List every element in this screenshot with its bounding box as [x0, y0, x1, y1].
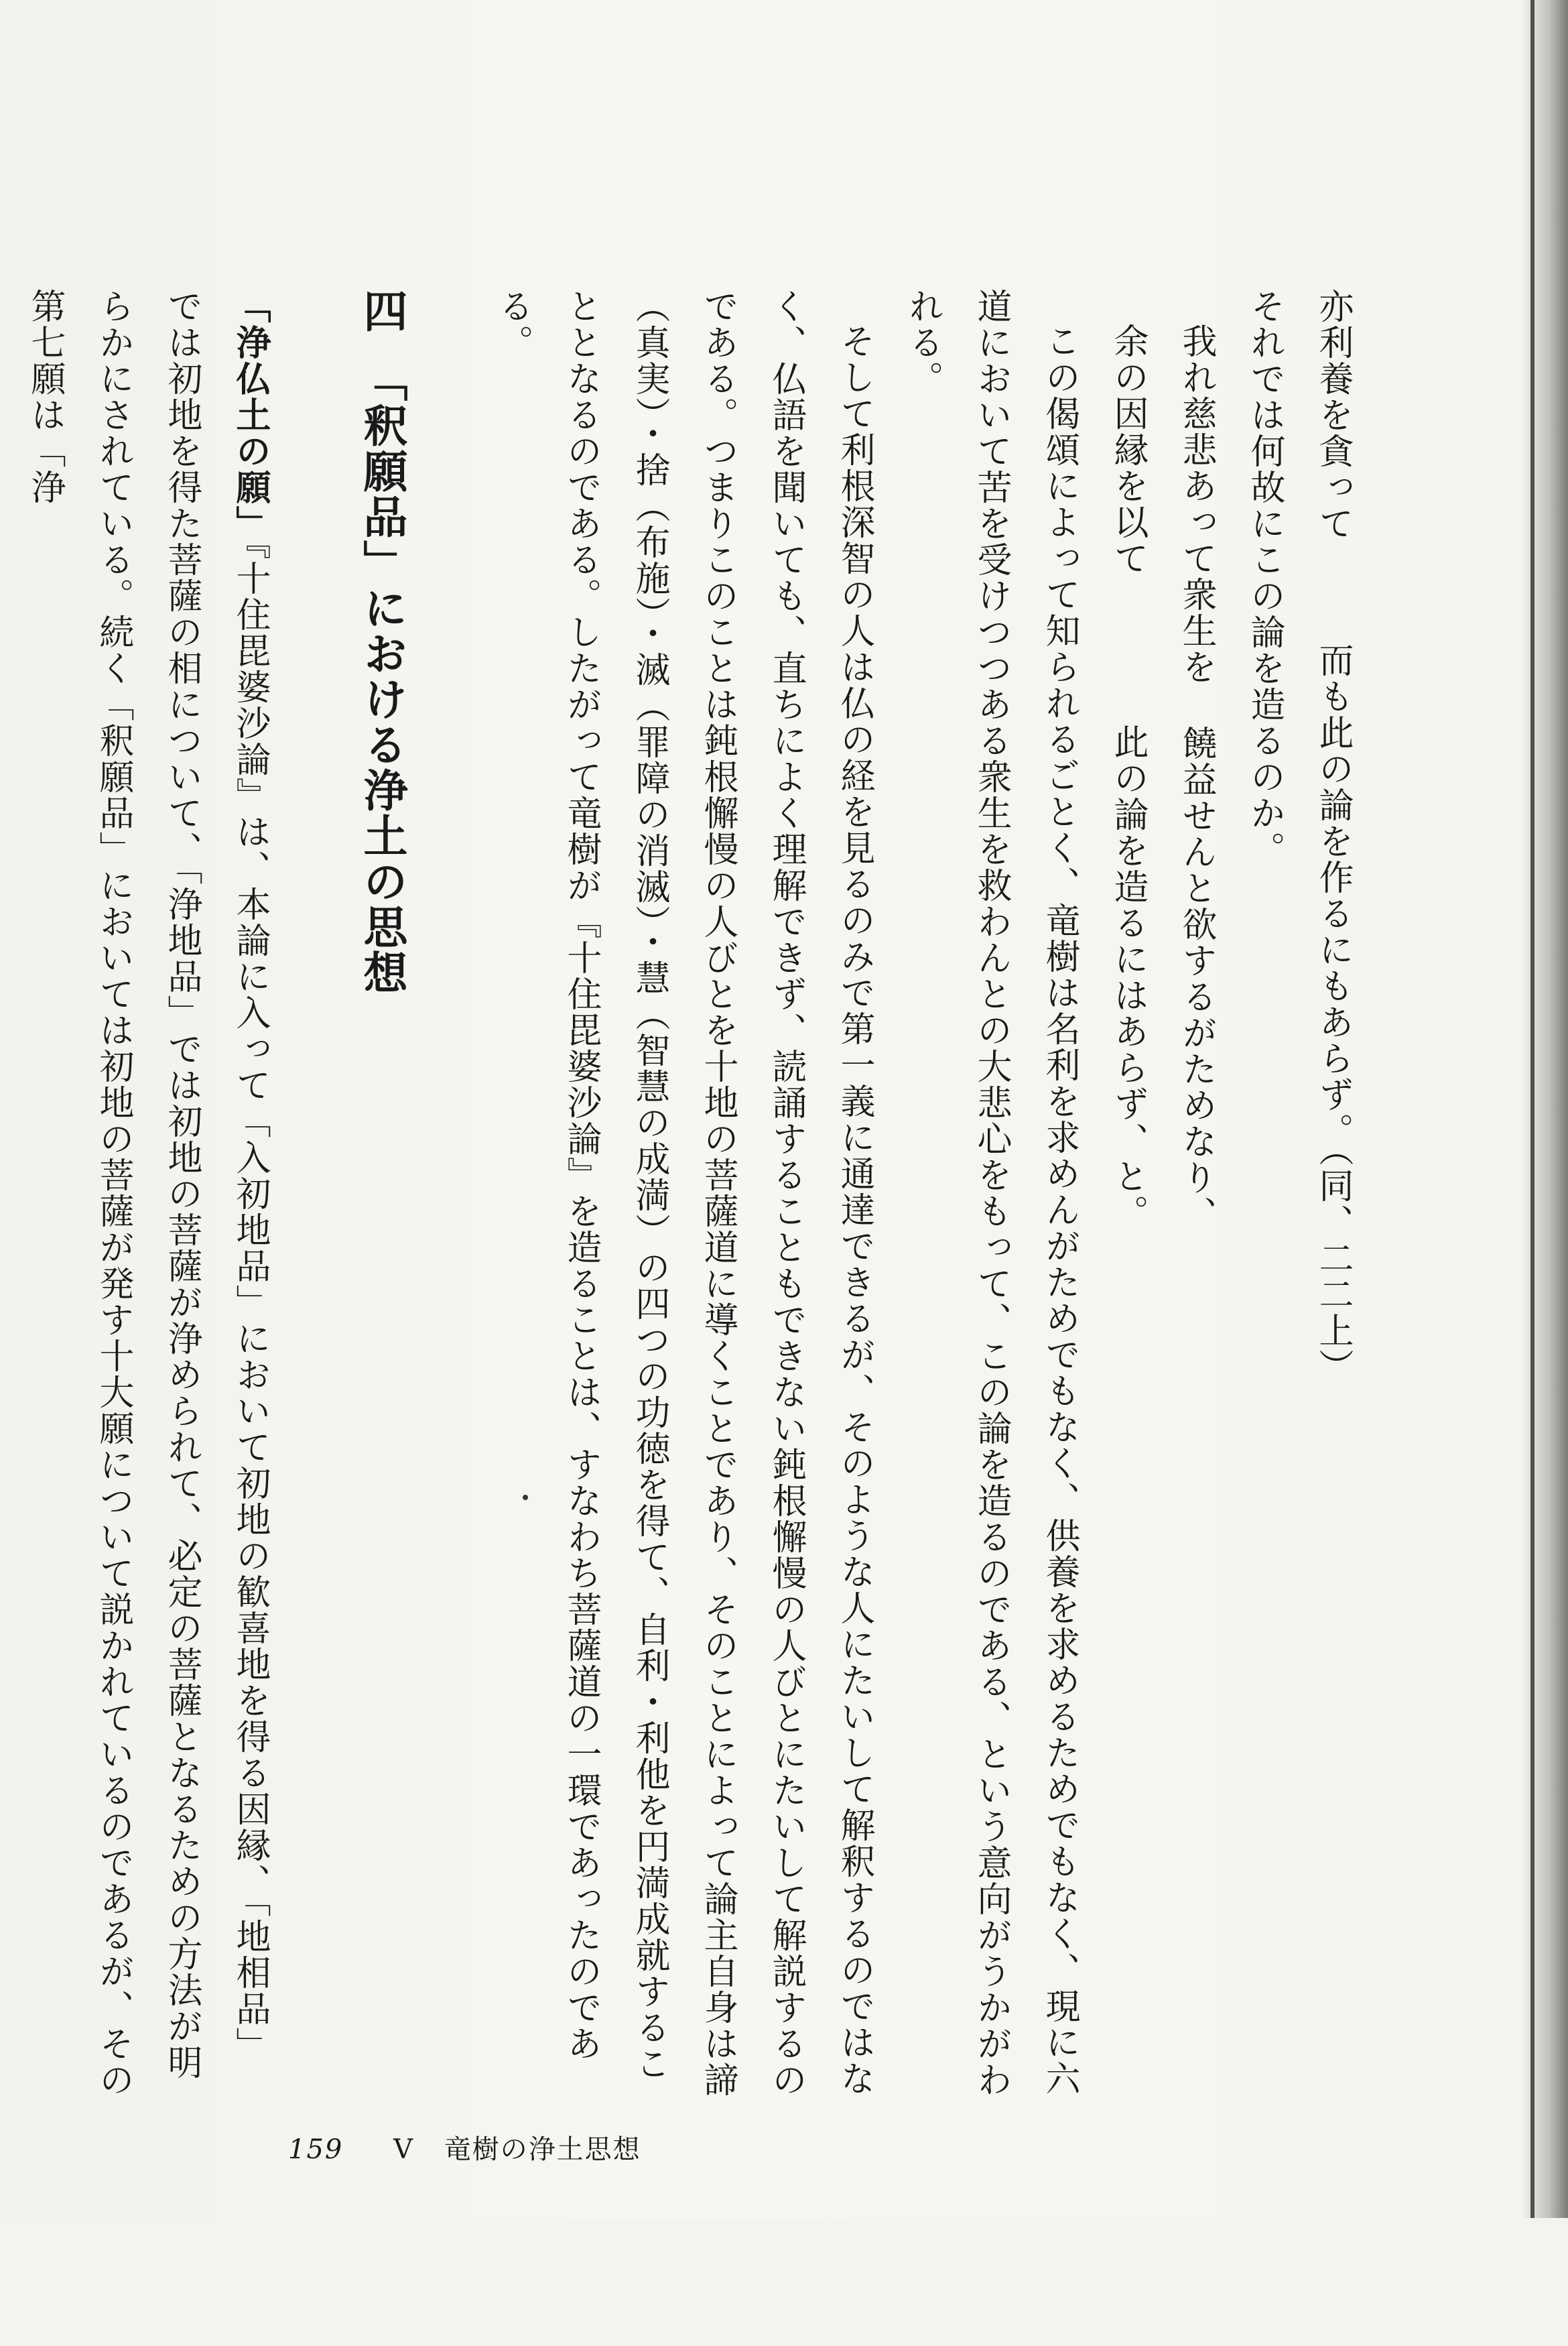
handwritten-margin-mark: [338, 469, 345, 2346]
paragraph-1: この偈頌によって知られるごとく、竜樹は名利を求めんがためでもなく、供養を求めるためでもなく、現に六道において苦を受けつつある衆生を救わんとの大悲心をもって、この論を造るのである、という意向がうかがわれる。: [903, 288, 1080, 2098]
section-body: 『十住毘婆沙論』は、本論に入って「入初地品」において初地の歓喜地を得る因縁、「地相品」では初地を得た菩薩の相について、「浄地品」では初地の菩薩が浄められて、必定の菩薩となるための方法が明らかにされている。続く「釈願品」においては初地の菩薩が発す十大願について説かれているのであるが、その第七願は「浄: [25, 288, 270, 2098]
page-footer: [288, 2128, 641, 2166]
verse-4-top: 余の因縁を以て: [1108, 323, 1148, 576]
verse-3-top: 我れ慈悲あって衆生を: [1176, 323, 1216, 685]
verse-line-4: [1094, 288, 1162, 2098]
verse-line-1: [1299, 288, 1367, 2098]
section-lead: 「浄仏土の願」: [230, 288, 270, 542]
page-number: 159: [288, 2134, 344, 2165]
section-heading: 四 「釈願品」における浄土の思想: [356, 288, 407, 995]
stray-dot: [523, 1495, 528, 1500]
verse-3-bottom: 饒益せんと欲するがためなり、: [1176, 725, 1216, 1232]
verse-4-bottom: 此の論を造るにはあらず、と。: [1108, 724, 1148, 1231]
page-edge-shadow: [1521, 0, 1568, 2218]
verse-1-bottom: 而も此の論を作るにもあらず。（同、二二上）: [1313, 642, 1353, 1385]
verse-question: それでは何故にこの論を造るのか。: [1244, 288, 1285, 867]
paragraph-2: そして利根深智の人は仏の経を見るのみで第一義に通達できるが、そのような人にたいして解釈するのではなく、仏語を聞いても、直ちによく理解できず、読誦することもできない鈍根懈慢の人びとにたいして解説するのである。つまりこのことは鈍根懈慢の人びとを十地の菩薩道に導くことであり、そのことによって論主自身は諦（真実）・捨（布施）・滅（罪障の消滅）・慧（智慧の成満）の四つの功徳を得て、自利・利他を円満成就することとなるのである。したがって竜樹が『十住毘婆沙論』を造ることは、すなわち菩薩道の一環であったのである。: [493, 288, 874, 2098]
section-numeral: V: [393, 2134, 414, 2165]
verse-1-top: 亦利養を貪って: [1313, 288, 1353, 542]
chapter-title: 竜樹の浄土思想: [444, 2134, 641, 2165]
section-paragraph: [11, 288, 284, 2098]
verse-line-3: [1162, 288, 1230, 2098]
page-edge-line: [1530, 0, 1534, 2218]
